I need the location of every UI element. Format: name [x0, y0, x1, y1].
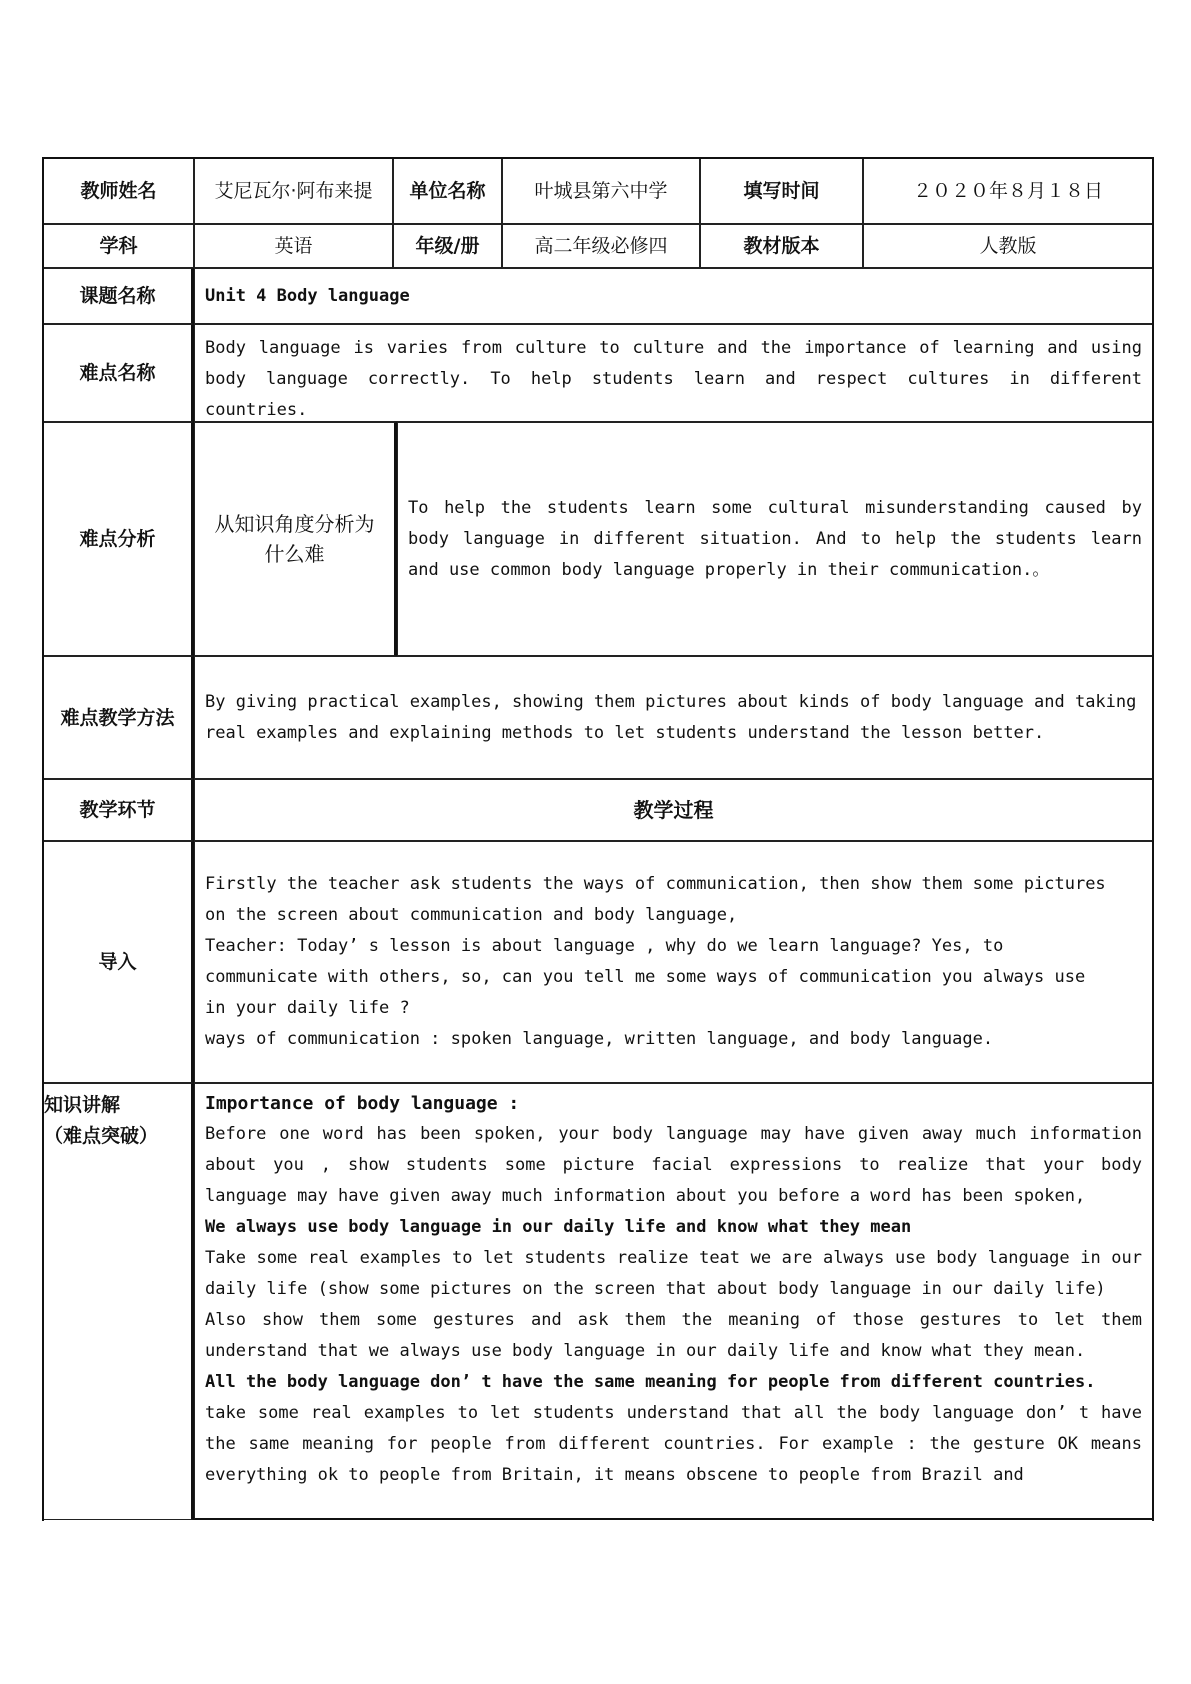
knowledge-paragraph-4: take some real examples to let students understand that all the body language don’ t have the same meaning for people from different countries. For example : the gesture OK means everything ok to people from Britain, it means obscene to people from Brazil and	[205, 1403, 1142, 1485]
topic-value: Unit 4 Body language	[194, 268, 1153, 324]
method-line-2: real examples and explaining methods to let students understand the lesson better.	[205, 722, 1045, 743]
difficulty-text: Body language is varies from culture to culture and the importance of learning and using body language correctly. To help students learn and respect cultures in different countries.	[205, 338, 1142, 420]
intro-line: in your daily life ?	[205, 998, 410, 1018]
knowledge-heading-importance: Importance of body language :	[205, 1093, 520, 1114]
subject-value: 英语	[194, 224, 393, 268]
intro-line: Teacher: Today’ s lesson is about language , why do we learn language? Yes, to	[205, 936, 1004, 956]
process-header: 教学过程	[194, 779, 1153, 841]
difficulty-value	[194, 324, 1153, 422]
grade-value: 高二年级必修四	[502, 224, 700, 268]
method-label: 难点教学方法	[43, 656, 194, 779]
unit-name-label: 单位名称	[393, 158, 502, 224]
intro-line: communicate with others, so, can you tell me some ways of communication you always use	[205, 967, 1086, 987]
analysis-sub-label: 从知识角度分析为什么难	[194, 422, 397, 656]
knowledge-label	[43, 1083, 194, 1520]
intro-line: on the screen about communication and body language,	[205, 905, 738, 925]
knowledge-paragraph-1: Before one word has been spoken, your body language may have given away much information about you , show students some picture facial expressions to realize that your body language may have given away much information about you before a word has been spoken,	[205, 1124, 1142, 1206]
method-line-1: By giving practical examples, showing them pictures about kinds of body language and taking	[205, 691, 1137, 712]
analysis-value	[397, 422, 1153, 656]
process-stage-label: 教学环节	[43, 779, 194, 841]
analysis-text: To help the students learn some cultural misunderstanding caused by body language in different situation. And to help the students learn and use common body language properly in their communication.。	[408, 497, 1142, 580]
knowledge-content	[194, 1083, 1153, 1520]
teacher-name-label: 教师姓名	[43, 158, 194, 224]
grade-label: 年级/册	[393, 224, 502, 268]
edition-value: 人教版	[863, 224, 1153, 268]
fill-date-value: ２０２０年８月１８日	[863, 158, 1153, 224]
knowledge-heading-different-meaning: All the body language don’ t have the same meaning for people from different countries.	[205, 1372, 1096, 1392]
intro-line: Firstly the teacher ask students the ways of communication, then show them some pictures	[205, 874, 1106, 894]
subject-label: 学科	[43, 224, 194, 268]
intro-content	[194, 841, 1153, 1083]
teacher-name-value: 艾尼瓦尔·阿布来提	[194, 158, 393, 224]
analysis-label: 难点分析	[43, 422, 194, 656]
knowledge-heading-daily-life: We always use body language in our daily life and know what they mean	[205, 1217, 912, 1237]
difficulty-label: 难点名称	[43, 324, 194, 422]
knowledge-paragraph-2: Take some real examples to let students realize teat we are always use body language in our daily life (show some pictures on the screen that about body language in our daily life)	[205, 1248, 1142, 1299]
knowledge-label-line-2: （难点突破）	[44, 1125, 159, 1147]
fill-date-label: 填写时间	[700, 158, 863, 224]
knowledge-paragraph-3: Also show them some gestures and ask them the meaning of those gestures to let them understand that we always use body language in our daily life and know what they mean.	[205, 1310, 1142, 1361]
topic-label: 课题名称	[43, 268, 194, 324]
method-value	[194, 656, 1153, 779]
intro-label: 导入	[43, 841, 194, 1083]
unit-name-value: 叶城县第六中学	[502, 158, 700, 224]
intro-line: ways of communication : spoken language, written language, and body language.	[205, 1029, 994, 1049]
edition-label: 教材版本	[700, 224, 863, 268]
knowledge-label-line-1: 知识讲解	[44, 1094, 121, 1116]
